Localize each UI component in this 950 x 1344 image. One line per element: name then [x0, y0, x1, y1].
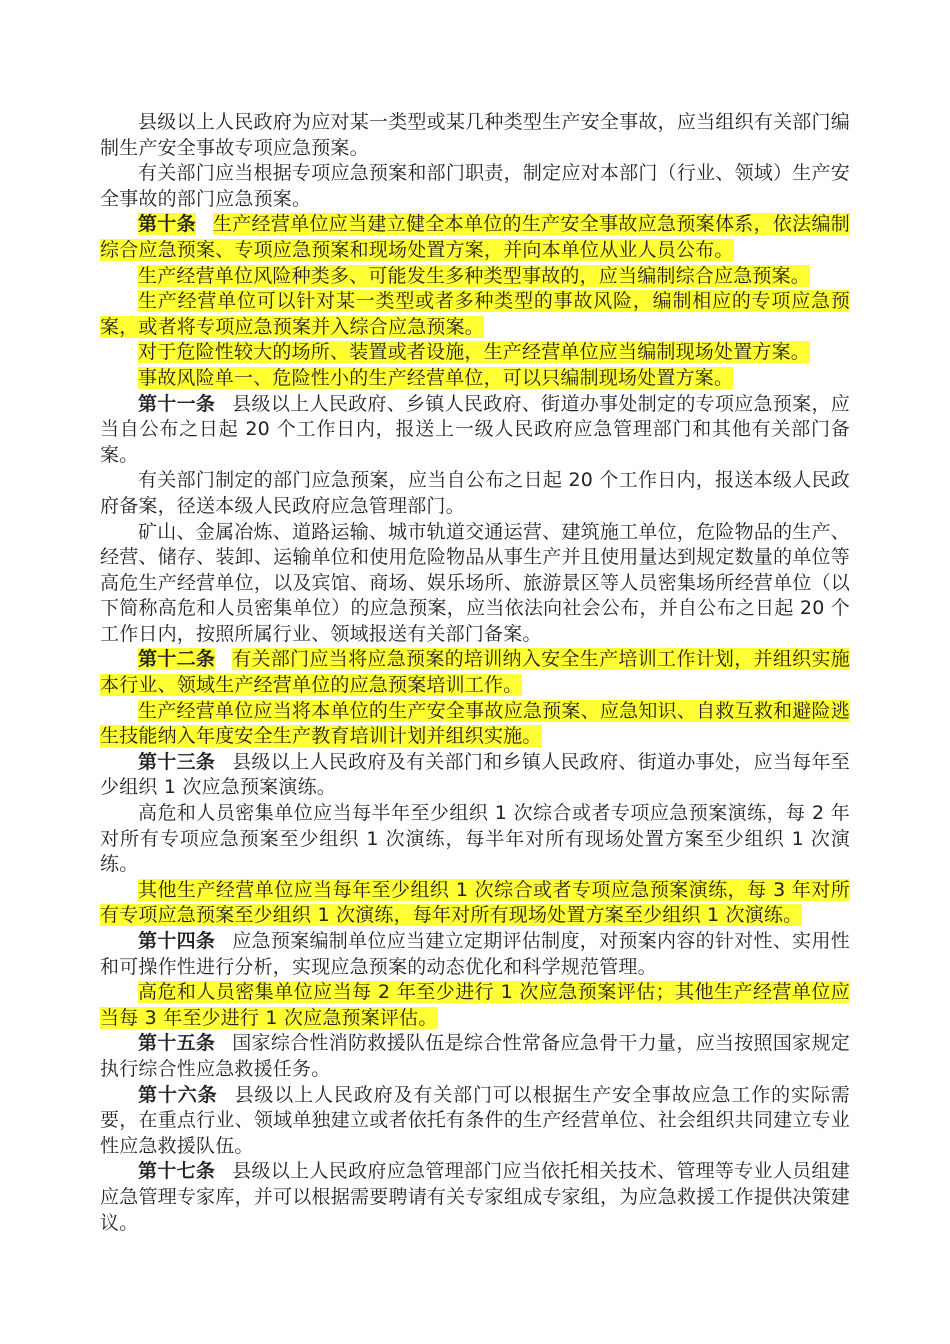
paragraph-text: 县级以上人民政府及有关部门和乡镇人民政府、街道办事处，应当每年至少组织 1 次应急预案演练。 — [100, 750, 850, 799]
paragraph-text: 有关部门应当根据专项应急预案和部门职责，制定应对本部门（行业、领域）生产安全事故的部门应急预案。 — [100, 162, 850, 210]
paragraph-text: 县级以上人民政府及有关部门可以根据生产安全事故应急工作的实际需要，在重点行业、领域单独建立或者依托有条件的生产经营单位、社会组织共同建立专业性应急救援队伍。 — [100, 1083, 850, 1157]
highlighted-paragraph — [100, 289, 850, 340]
paragraph-text: 其他生产经营单位应当每年至少组织 1 次综合或者专项应急预案演练，每 3 年对所有专项应急预案至少组织 1 次演练，每年对所有现场处置方案至少组织 1 次演练。 — [100, 878, 850, 927]
paragraph-text: 县级以上人民政府为应对某一类型或某几种类型生产安全事故，应当组织有关部门编制生产安全事故专项应急预案。 — [100, 111, 850, 159]
article-number: 第十四条 — [138, 930, 216, 952]
paragraph-text: 生产经营单位应当将本单位的生产安全事故应急预案、应急知识、自救互救和避险逃生技能纳入年度安全生产教育培训计划并组织实施。 — [100, 699, 850, 748]
article-number: 第十条 — [138, 213, 196, 236]
article-number: 第十二条 — [138, 648, 216, 671]
highlighted-paragraph — [100, 340, 850, 366]
regulation-text — [100, 110, 850, 1236]
highlighted-paragraph — [100, 212, 850, 263]
paragraph-text: 生产经营单位风险种类多、可能发生多种类型事故的，应当编制综合应急预案。 — [138, 264, 811, 287]
paragraph-text: 对于危险性较大的场所、装置或者设施，生产经营单位应当编制现场处置方案。 — [138, 341, 811, 364]
paragraph-text: 事故风险单一、危险性小的生产经营单位，可以只编制现场处置方案。 — [138, 366, 734, 389]
paragraph — [100, 929, 850, 980]
paragraph-text: 国家综合性消防救援队伍是综合性常备应急骨干力量，应当按照国家规定执行综合性应急救援任务。 — [100, 1032, 850, 1080]
article-number: 第十六条 — [138, 1083, 218, 1106]
paragraph — [100, 468, 850, 519]
paragraph — [100, 801, 850, 878]
paragraph-text: 有关部门制定的部门应急预案，应当自公布之日起 20 个工作日内，报送本级人民政府备案，径送本级人民政府应急管理部门。 — [100, 469, 850, 517]
paragraph-text: 高危和人员密集单位应当每 2 年至少进行 1 次应急预案评估；其他生产经营单位应当每 3 年至少进行 1 次应急预案评估。 — [100, 981, 850, 1029]
paragraph-text: 应急预案编制单位应当建立定期评估制度，对预案内容的针对性、实用性和可操作性进行分析，实现应急预案的动态优化和科学规范管理。 — [100, 930, 850, 978]
highlighted-paragraph — [100, 366, 850, 392]
paragraph-text: 县级以上人民政府应急管理部门应当依托相关技术、管理等专业人员组建应急管理专家库，并可以根据需要聘请有关专家组成专家组，为应急救援工作提供决策建议。 — [100, 1160, 850, 1234]
article-number: 第十三条 — [138, 750, 216, 773]
paragraph — [100, 1083, 850, 1160]
paragraph — [100, 392, 850, 469]
paragraph-text: 县级以上人民政府、乡镇人民政府、街道办事处制定的专项应急预案，应当自公布之日起 20 个工作日内，报送上一级人民政府应急管理部门和其他有关部门备案。 — [100, 392, 850, 466]
paragraph — [100, 1031, 850, 1082]
highlighted-paragraph — [100, 264, 850, 290]
highlighted-paragraph — [100, 980, 850, 1031]
paragraph-text: 高危和人员密集单位应当每半年至少组织 1 次综合或者专项应急预案演练，每 2 年对所有专项应急预案至少组织 1 次演练，每半年对所有现场处置方案至少组织 1 次演练。 — [100, 802, 850, 876]
paragraph — [100, 110, 850, 161]
highlighted-paragraph — [100, 878, 850, 929]
paragraph — [100, 1159, 850, 1236]
paragraph-text: 生产经营单位可以针对某一类型或者多种类型的事故风险，编制相应的专项应急预案，或者将专项应急预案并入综合应急预案。 — [100, 290, 850, 338]
paragraph-text: 有关部门应当将应急预案的培训纳入安全生产培训工作计划，并组织实施本行业、领域生产经营单位的应急预案培训工作。 — [100, 648, 850, 697]
article-number: 第十七条 — [138, 1160, 216, 1183]
highlighted-paragraph — [100, 699, 850, 750]
article-number: 第十五条 — [138, 1032, 216, 1055]
article-number: 第十一条 — [138, 392, 216, 415]
highlighted-paragraph — [100, 647, 850, 698]
paragraph — [100, 750, 850, 801]
paragraph — [100, 520, 850, 648]
paragraph-text: 生产经营单位应当建立健全本单位的生产安全事故应急预案体系，依法编制综合应急预案、专项应急预案和现场处置方案，并向本单位从业人员公布。 — [100, 213, 850, 261]
paragraph-text: 矿山、金属冶炼、道路运输、城市轨道交通运营、建筑施工单位，危险物品的生产、经营、储存、装卸、运输单位和使用危险物品从事生产并且使用量达到规定数量的单位等高危生产经营单位，以及宾馆、商场、娱乐场所、旅游景区等人员密集场所经营单位（以下简称高危和人员密集单位）的应急预案，应当依法向社会公布，并自公布之日起 20 个工作日内，按照所属行业、领域报送有关部门备案。 — [100, 520, 850, 645]
paragraph — [100, 161, 850, 212]
